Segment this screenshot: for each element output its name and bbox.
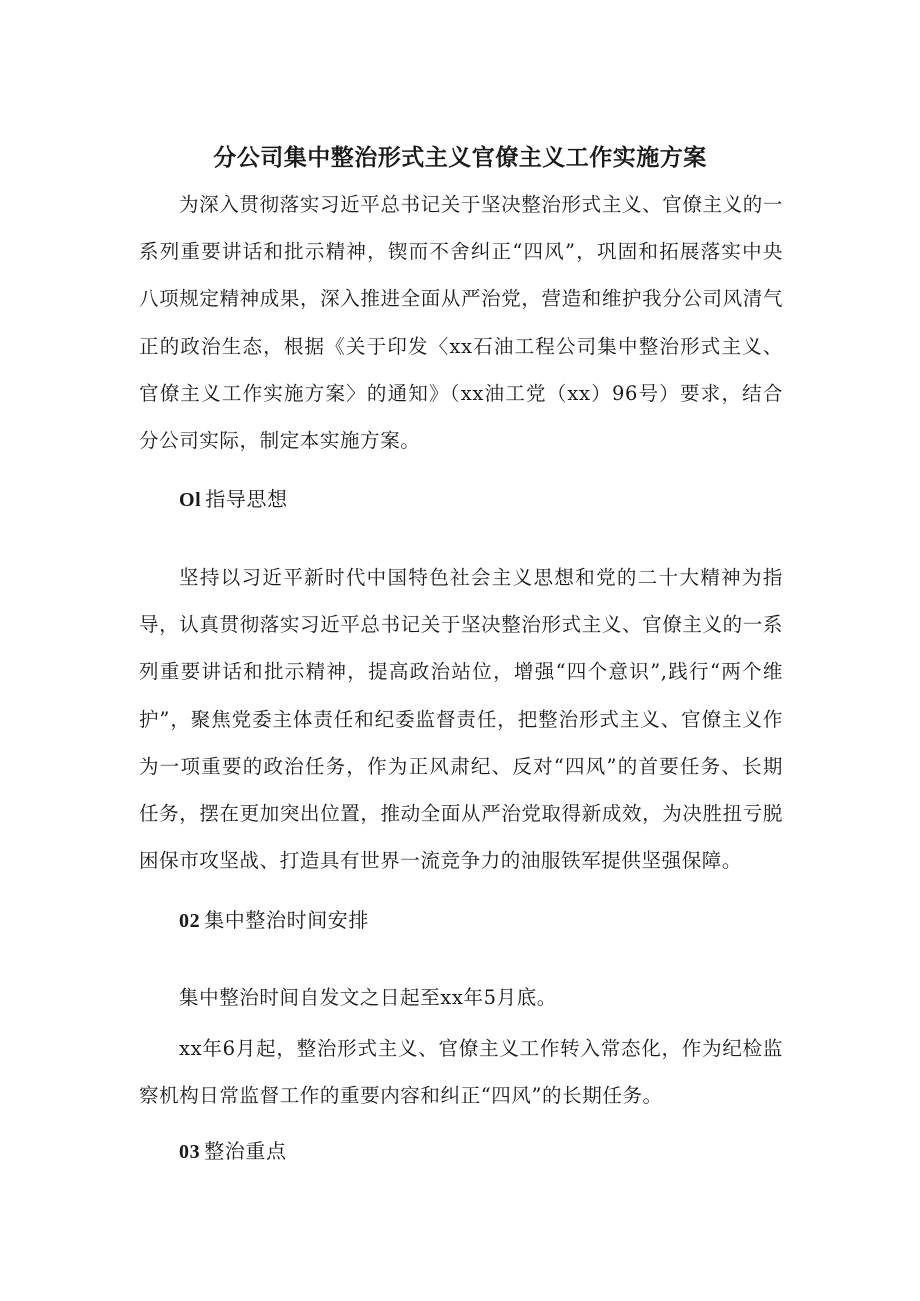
section-title: 集中整治时间安排 (204, 908, 370, 932)
section-number: Ol (179, 489, 202, 511)
section-2-paragraph-2: xx年6月起，整治形式主义、官僚主义工作转入常态化，作为纪检监察机构日常监督工作的重要内容和纠正“四风”的长期任务。 (139, 1037, 783, 1108)
section-heading-2 (179, 905, 369, 936)
section-heading-3 (179, 1136, 287, 1167)
section-title: 整治重点 (204, 1139, 287, 1163)
section-1-paragraph: 坚持以习近平新时代中国特色社会主义思想和党的二十大精神为指导，认真贯彻落实习近平总书记关于坚决整治形式主义、官僚主义的一系列重要讲话和批示精神，提高政治站位，增强“四个意识”,践行“两个维护”，聚焦党委主体责任和纪委监督责任，把整治形式主义、官僚主义作为一项重要的政治任务，作为正风肃纪、反对“四风”的首要任务、长期任务，摆在更加突出位置，推动全面从严治党取得新成效，为决胜扭亏脱困保市攻坚战、打造具有世界一流竞争力的油服铁军提供坚强保障。 (139, 566, 783, 873)
section-title: 指导思想 (205, 487, 288, 511)
intro-paragraph: 为深入贯彻落实习近平总书记关于坚决整治形式主义、官僚主义的一系列重要讲话和批示精神，锲而不舍纠正“四风”，巩固和拓展落实中央八项规定精神成果，深入推进全面从严治党，营造和维护我分公司风清气正的政治生态，根据《关于印发〈xx石油工程公司集中整治形式主义、官僚主义工作实施方案〉的通知》（xx油工党（xx）96号）要求，结合分公司实际，制定本实施方案。 (139, 193, 783, 453)
section-number: 03 (179, 1141, 201, 1163)
document-title: 分公司集中整治形式主义官僚主义工作实施方案 (213, 145, 707, 171)
section-heading-1 (179, 484, 288, 515)
section-number: 02 (179, 910, 201, 932)
section-2-paragraph-1: 集中整治时间自发文之日起至xx年5月底。 (179, 986, 557, 1009)
